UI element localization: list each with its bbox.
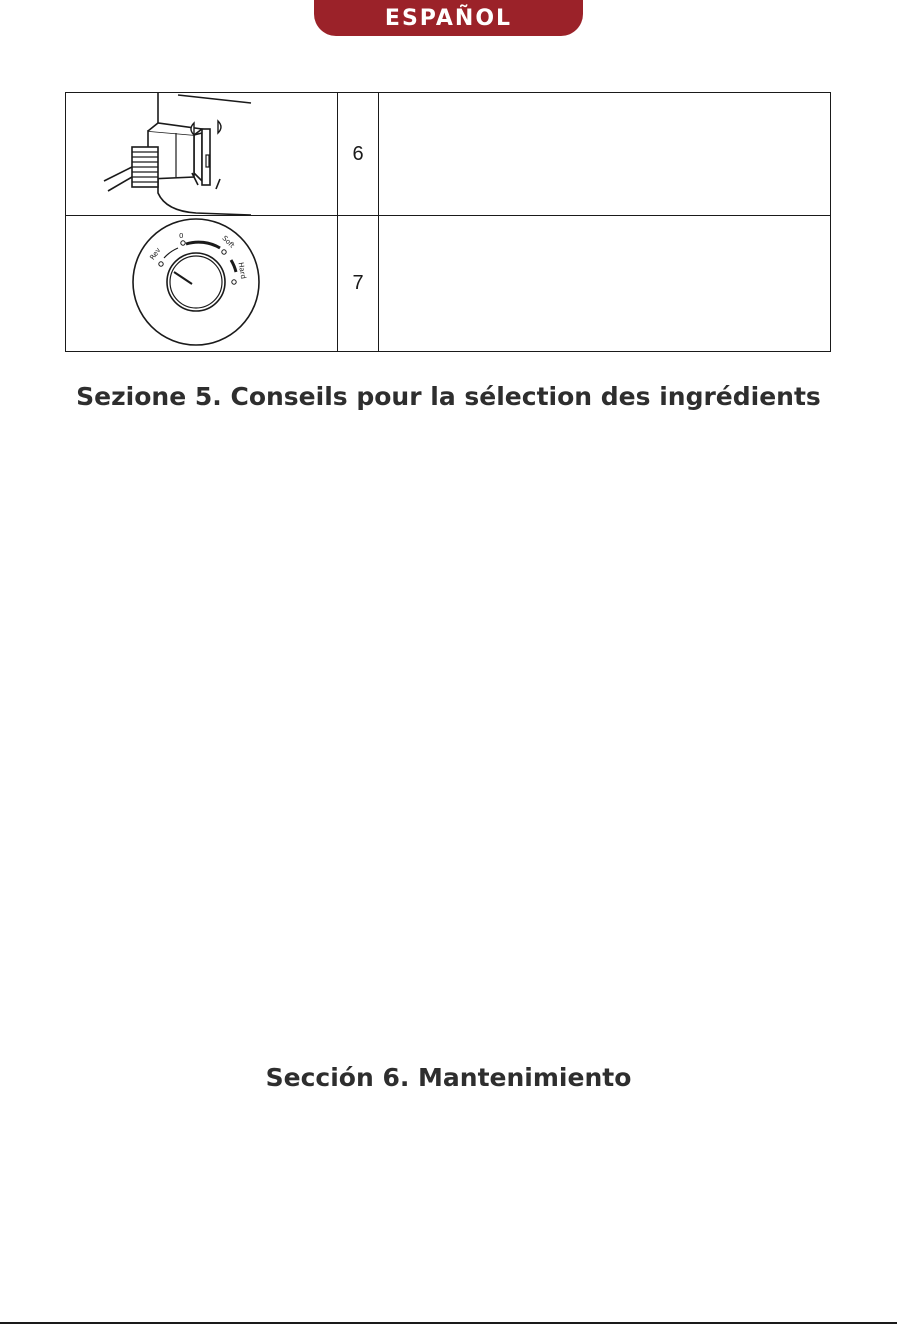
step-text xyxy=(379,216,831,352)
dial-label-zero: 0 xyxy=(179,232,184,240)
power-switch-plug-icon xyxy=(66,93,337,215)
dial-label-soft: Soft xyxy=(220,234,236,250)
section-5-title: Sezione 5. Conseils pour la sélection des ingrédients xyxy=(76,382,821,411)
bottom-divider xyxy=(0,1322,897,1324)
language-tab xyxy=(314,0,583,36)
steps-table xyxy=(65,92,831,352)
step-image-cell xyxy=(66,216,338,352)
table-row xyxy=(66,216,831,352)
dial-label-rev: Rev xyxy=(148,246,163,262)
step-image-cell xyxy=(66,93,338,216)
step-number: 6 xyxy=(338,93,379,216)
table-row xyxy=(66,93,831,216)
control-dial-icon xyxy=(66,216,337,351)
dial-label-hard: Hard xyxy=(236,261,248,280)
step-number: 7 xyxy=(338,216,379,352)
section-6-title: Sección 6. Mantenimiento xyxy=(265,1063,632,1092)
language-tab-label: ESPAÑOL xyxy=(384,5,513,31)
step-text xyxy=(379,93,831,216)
